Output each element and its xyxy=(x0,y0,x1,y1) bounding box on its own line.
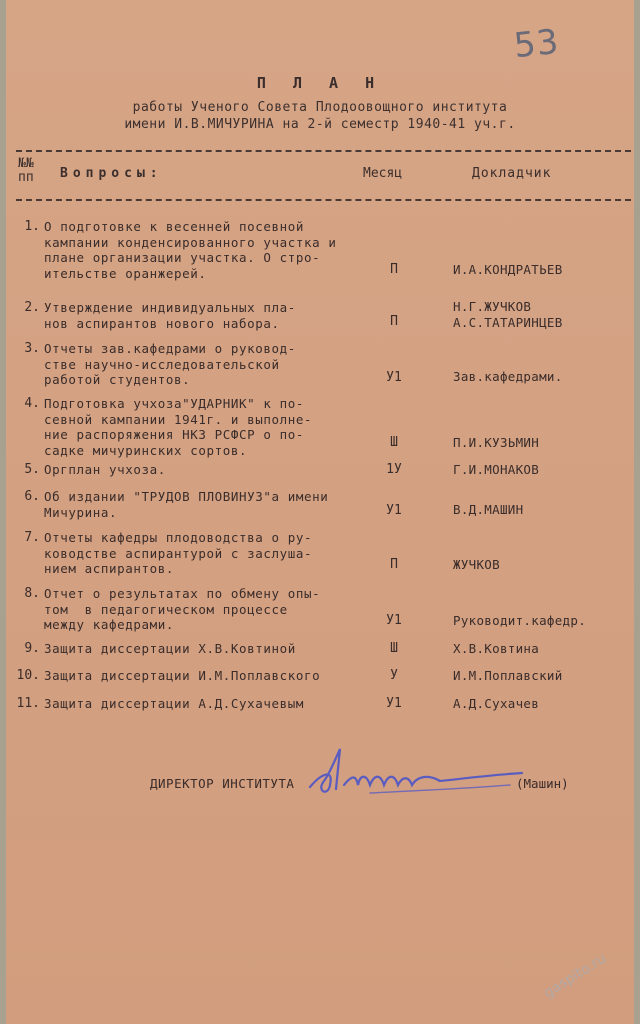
row-speaker: И.М.Поплавский xyxy=(453,668,563,683)
row-speaker: Х.В.Ковтина xyxy=(453,641,540,656)
header-month: Месяц xyxy=(363,166,403,181)
row-speaker: Руководит.кафедр. xyxy=(453,613,587,628)
row-month: У1 xyxy=(386,696,402,711)
row-question: Отчеты зав.кафедрами о руковод- стве научно-исследовательской работой студентов. xyxy=(44,341,296,387)
row-month: У1 xyxy=(386,503,402,518)
row-number: 10. xyxy=(16,668,40,683)
row-month: 1У xyxy=(386,462,402,477)
row-question: Отчеты кафедры плодоводства о ру- ководстве аспирантурой с заслуша- нием аспирантов. xyxy=(44,530,313,576)
row-speaker: А.Д.Сухачев xyxy=(453,696,540,711)
watermark: gaspito.ru xyxy=(541,950,610,1002)
row-question: Отчет о результатах по обмену опы- том в педагогическом процессе между кафедрами. xyxy=(44,586,321,632)
row-question: Об издании "ТРУДОВ ПЛОВИНУЗ"а имени Мичурина. xyxy=(44,489,329,520)
row-question: Подготовка учхоза"УДАРНИК" к по- севной кампании 1941г. и выполне- ние распоряжения НКЗ РСФСР о по- садке мичуринских сортов. xyxy=(44,396,313,458)
row-number: 2. xyxy=(24,300,40,315)
row-question: Защита диссертации И.М.Поплавского xyxy=(44,668,321,683)
row-number: 8. xyxy=(24,586,40,601)
row-month: Ш xyxy=(390,641,398,656)
row-month: П xyxy=(390,314,398,329)
row-speaker: ЖУЧКОВ xyxy=(453,557,500,572)
row-number: 1. xyxy=(24,219,40,234)
row-month: У1 xyxy=(386,613,402,628)
row-speaker: П.И.КУЗЬМИН xyxy=(453,435,540,450)
document-title: П Л А Н xyxy=(256,74,384,92)
right-edge-strip xyxy=(634,0,640,1024)
row-question: Защита диссертации А.Д.Сухачевым xyxy=(44,696,305,711)
row-number: 9. xyxy=(24,641,40,656)
row-number: 7. xyxy=(24,530,40,545)
header-question: Вопросы: xyxy=(60,166,163,181)
table-top-rule xyxy=(16,150,631,152)
table-header-rule xyxy=(16,199,631,201)
row-speaker: И.А.КОНДРАТЬЕВ xyxy=(453,262,563,277)
row-month: У1 xyxy=(386,370,402,385)
row-speaker: Зав.кафедрами. xyxy=(453,369,563,384)
row-speaker: Н.Г.ЖУЧКОВ А.С.ТАТАРИНЦЕВ xyxy=(453,299,563,330)
director-label: ДИРЕКТОР ИНСТИТУТА xyxy=(150,776,295,791)
row-number: 6. xyxy=(24,489,40,504)
row-number: 3. xyxy=(24,341,40,356)
row-question: Оргплан учхоза. xyxy=(44,462,166,477)
page-number: 53 xyxy=(512,21,562,67)
row-month: П xyxy=(390,557,398,572)
header-speaker: Докладчик xyxy=(472,166,552,181)
row-number: 5. xyxy=(24,462,40,477)
row-question: Утверждение индивидуальных пла- нов аспирантов нового набора. xyxy=(44,300,296,331)
row-question: Защита диссертации Х.В.Ковтиной xyxy=(44,641,296,656)
left-edge-strip xyxy=(0,0,6,1024)
row-month: Ш xyxy=(390,435,398,450)
handwritten-signature xyxy=(300,745,540,810)
row-speaker: В.Д.МАШИН xyxy=(453,502,524,517)
row-month: У xyxy=(390,668,398,683)
row-month: П xyxy=(390,262,398,277)
director-name: (Машин) xyxy=(516,776,569,791)
subtitle-line-2: имени И.В.МИЧУРИНА на 2-й семестр 1940-41 уч.г. xyxy=(124,117,516,132)
row-question: О подготовке к весенней посевной кампании конденсированного участка и плане организации участка. О стро- ительстве оранжерей. xyxy=(44,219,337,281)
subtitle-line-1: работы Ученого Совета Плодоовощного института xyxy=(132,100,508,115)
row-number: 4. xyxy=(24,396,40,411)
row-number: 11. xyxy=(16,696,40,711)
header-number: №№ пп xyxy=(18,156,34,185)
row-speaker: Г.И.МОНАКОВ xyxy=(453,462,540,477)
